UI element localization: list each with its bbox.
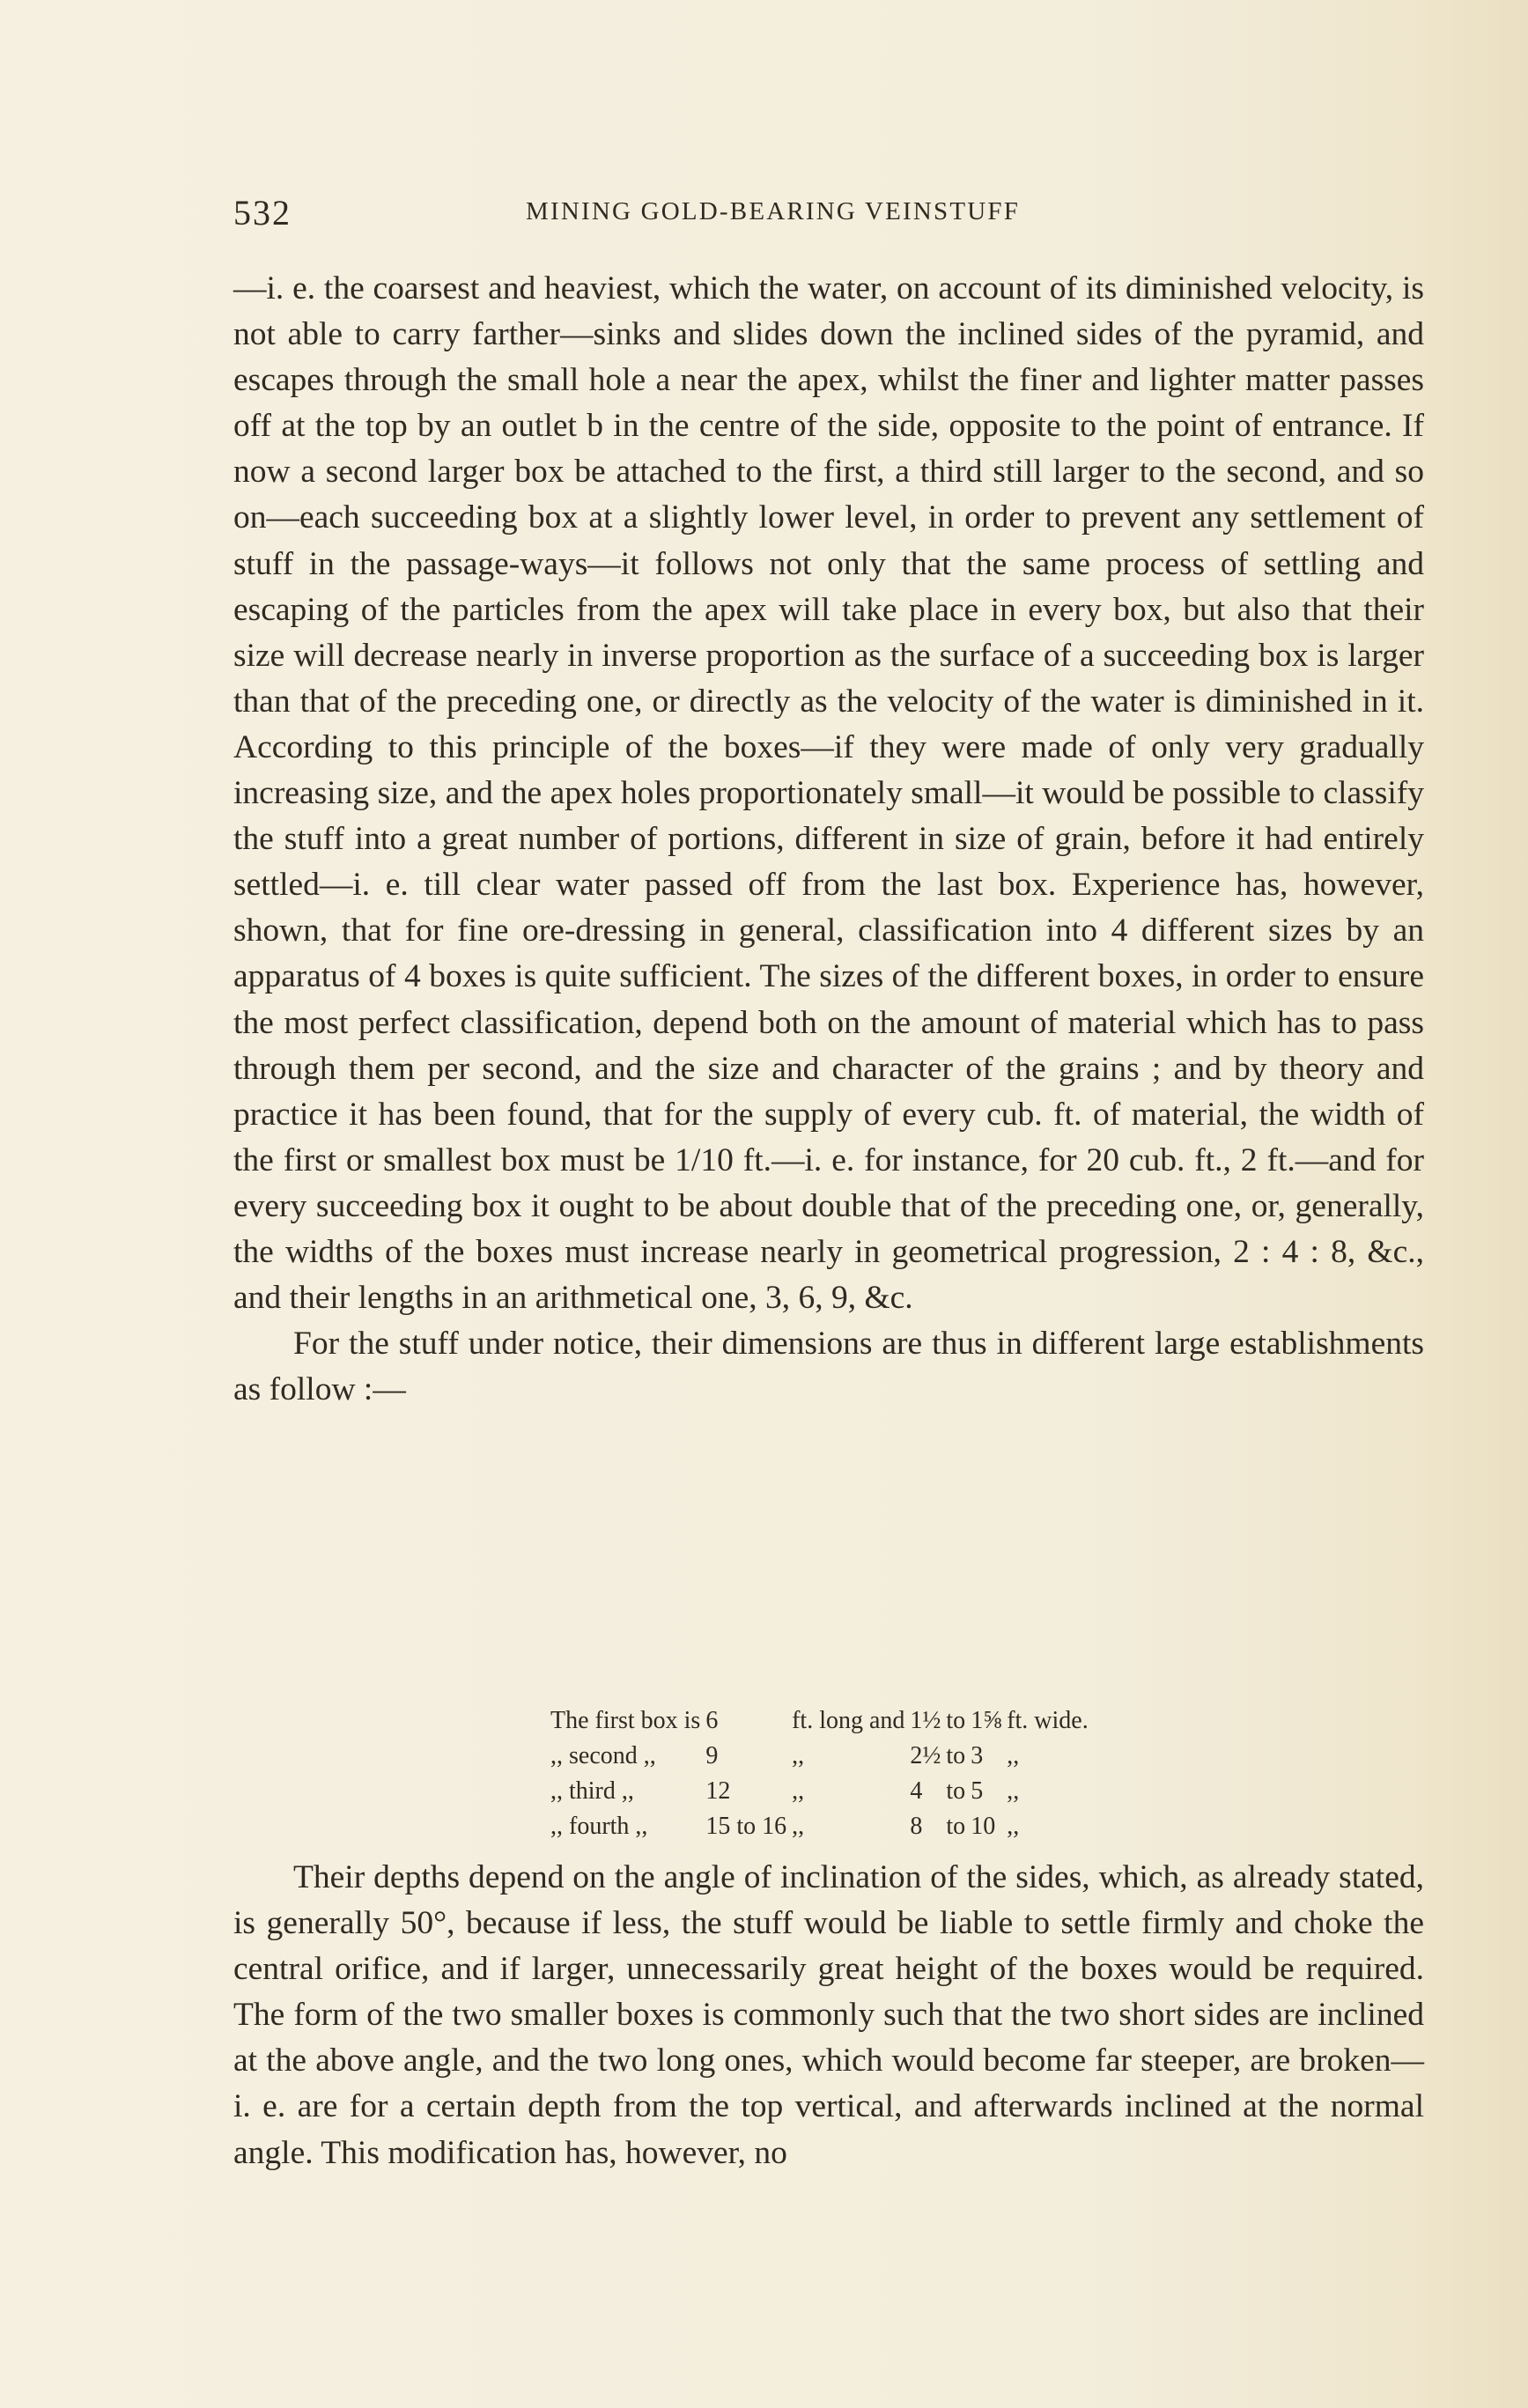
table-cell: 12	[705, 1777, 731, 1805]
table-cell: ,,	[1007, 1742, 1020, 1769]
table-cell: ,,	[792, 1742, 805, 1769]
table-cell: to	[946, 1742, 966, 1769]
table-cell: 4	[910, 1777, 923, 1805]
table-cell: ft. wide.	[1007, 1707, 1089, 1734]
paragraph-depths: Their depths depend on the angle of inclination of the sides, which, as already stated, is generally 50°, because if less, the stuff would be liable to settle firmly and choke the central orifice, and if larger, unnecessarily great height of the boxes would be required. The form of the two smaller boxes is commonly such that the two short sides are inclined at the above angle, and the two long ones, which would become far steeper, are broken—i. e. are for a certain depth from the top vertical, and afterwards inclined at the normal angle. This modification has, however, no	[233, 1859, 1424, 2171]
table-cell: to	[946, 1777, 966, 1805]
continued-text	[233, 1855, 1424, 2176]
box-dimensions-table	[550, 1703, 1094, 1844]
table-cell: 1⅝	[971, 1707, 1002, 1734]
table-cell: 15 to 16	[705, 1813, 787, 1840]
table-cell: ,, second ,,	[550, 1742, 656, 1769]
table-row	[550, 1739, 1094, 1774]
running-head	[233, 192, 1140, 234]
table-cell: 5	[971, 1777, 984, 1805]
table-cell: 8	[910, 1813, 923, 1840]
table-row	[550, 1809, 1094, 1844]
table-cell: 6	[705, 1707, 719, 1734]
table-cell: to	[946, 1707, 966, 1734]
table-cell: 2½	[910, 1742, 941, 1769]
table-cell: 10	[971, 1813, 996, 1840]
table-cell: ,,	[1007, 1813, 1020, 1840]
table-cell: ,,	[792, 1813, 805, 1840]
table-row	[550, 1774, 1094, 1809]
table-cell: to	[946, 1813, 966, 1840]
table-cell: ,, fourth ,,	[550, 1813, 648, 1840]
table-cell: ft. long and	[792, 1707, 905, 1734]
table-cell: 9	[705, 1742, 719, 1769]
page-number: 532	[233, 193, 292, 233]
table-row	[550, 1703, 1094, 1739]
paragraph-dimensions-intro: For the stuff under notice, their dimensions are thus in different large establishments as follow :—	[233, 1326, 1424, 1408]
table-cell: 1½	[910, 1707, 941, 1734]
table-cell: ,,	[792, 1777, 805, 1805]
table-cell: 3	[971, 1742, 984, 1769]
table-cell: The first box is	[550, 1707, 701, 1734]
paragraph-classification: —i. e. the coarsest and heaviest, which the water, on account of its diminished velocity, is not able to carry farther—sinks and slides down the inclined sides of the pyramid, and escapes through the small hole a near the apex, whilst the finer and lighter matter passes off at the top by an outlet b in the centre of the side, opposite to the point of entrance. If now a second larger box be attached to the first, a third still larger to the second, and so on—each succeeding box at a slightly lower level, in order to prevent any settlement of stuff in the passage-ways—it follows not only that the same process of settling and escaping of the particles from the apex will take place in every box, but also that their size will decrease nearly in inverse proportion as the surface of a succeeding box is larger than that of the preceding one, or directly as the velocity of the water is diminished in it. According to this principle of the boxes—if they were made of only very gradually increasing size, and the apex holes proportionately small—it would be possible to classify the stuff into a great number of portions, different in size of grain, before it had entirely settled—i. e. till clear water passed off from the last box. Experience has, however, shown, that for fine ore-dressing in general, classification into 4 different sizes by an apparatus of 4 boxes is quite sufficient. The sizes of the different boxes, in order to ensure the most perfect classification, depend both on the amount of material which has to pass through them per second, and the size and character of the grains ; and by theory and practice it has been found, that for the supply of every cub. ft. of material, the width of the first or smallest box must be 1/10 ft.—i. e. for instance, for 20 cub. ft., 2 ft.—and for every succeeding box it ought to be about double that of the preceding one, or, generally, the widths of the boxes must increase nearly in geometrical progression, 2 : 4 : 8, &c., and their lengths in an arithmetical one, 3, 6, 9, &c.	[233, 270, 1424, 1317]
table-cell: ,, third ,,	[550, 1777, 634, 1805]
table-cell: ,,	[1007, 1777, 1020, 1805]
running-title: MINING GOLD-BEARING VEINSTUFF	[526, 197, 1021, 225]
main-text	[233, 266, 1424, 1413]
